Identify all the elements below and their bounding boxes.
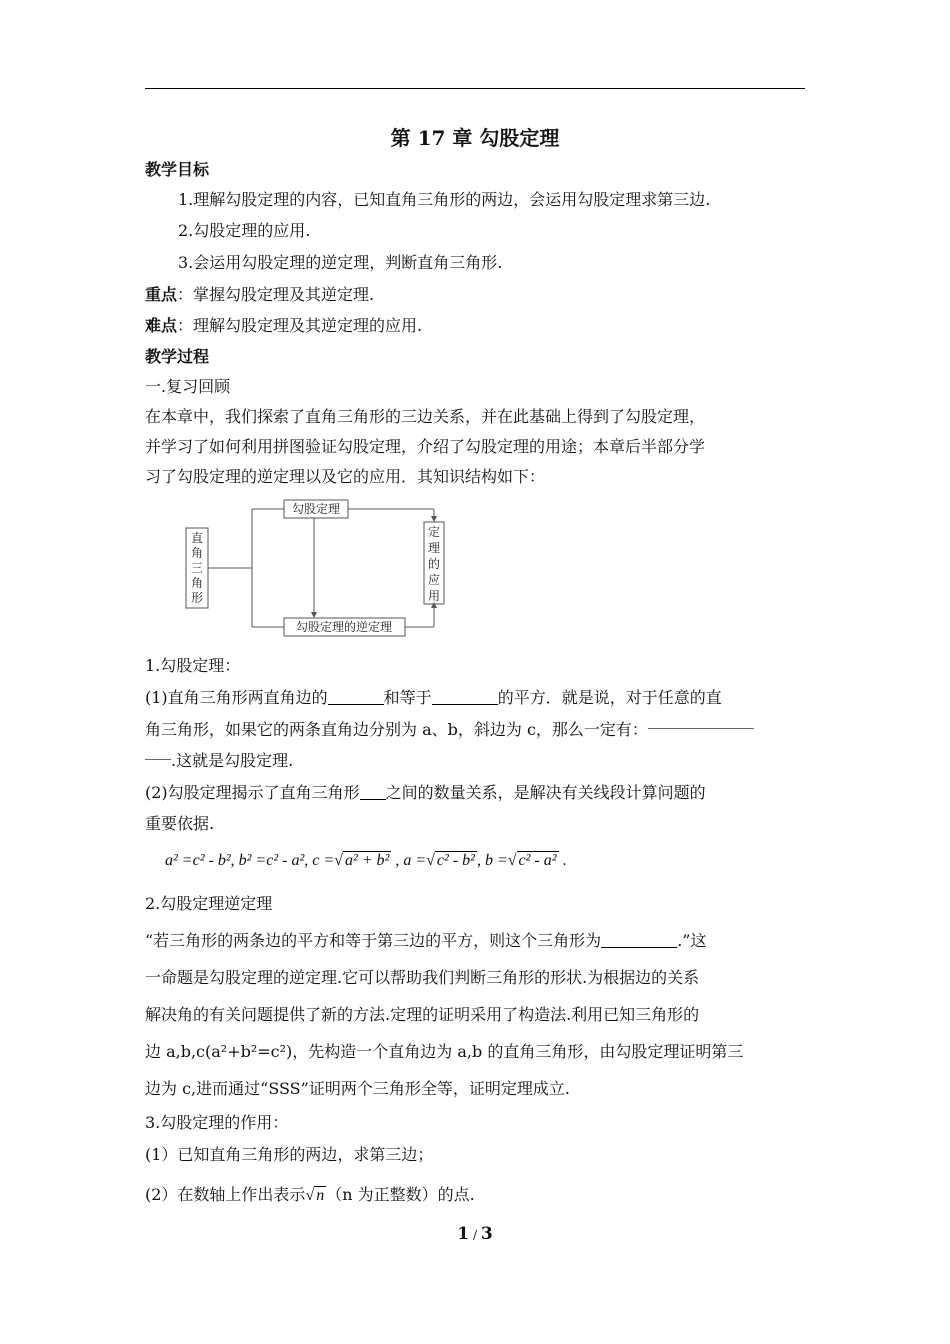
- sqrt-n: n: [316, 1187, 325, 1204]
- blank-triangle-type: [601, 931, 677, 948]
- p1-text-c: 的平方．就是说，对于任意的直: [497, 688, 722, 707]
- section2-line4: 边 a,b,c(a²+b²=c²)，先构造一个直角边为 a,b 的直角三角形，由勾股定理证明第三: [145, 1042, 744, 1061]
- formula-5-radicand: c² - a²: [518, 852, 557, 869]
- goal-item-1: 1.理解勾股定理的内容，已知直角三角形的两边，会运用勾股定理求第三边.: [178, 190, 711, 209]
- p2-text-b: 之间的数量关系，是解决有关线段计算问题的: [385, 783, 706, 802]
- blank-formula-cont: [145, 759, 171, 760]
- section1-p2-line1: [145, 781, 810, 805]
- page-title: 第 17 章 勾股定理: [390, 126, 560, 150]
- p1-text-b: 和等于: [383, 688, 432, 707]
- intro-line-3: 习了勾股定理的逆定理以及它的应用．其知识结构如下：: [145, 467, 546, 486]
- goal-item-2: 2.勾股定理的应用.: [178, 221, 311, 240]
- section1-heading: 1.勾股定理：: [145, 656, 241, 675]
- formula-2: b² =c² - a²: [238, 852, 305, 869]
- diagram-left-char-4: 角: [190, 576, 204, 590]
- section2-heading: 2.勾股定理逆定理: [145, 894, 273, 913]
- blank-hypotenuse: [432, 688, 498, 705]
- formula-5-lhs: b =: [484, 852, 508, 869]
- diagram-left-char-3: 三: [190, 561, 204, 575]
- blank-sides: [360, 783, 386, 800]
- section3-item-1: (1）已知直角三角形的两边，求第三边；: [145, 1145, 434, 1164]
- key-point-label: 重点: [145, 285, 178, 304]
- blank-formula: [648, 728, 754, 729]
- diagram-left-char-1: 直: [190, 531, 204, 545]
- s2-text-a: “若三角形的两条边的平方和等于第三边的平方，则这个三角形为: [145, 931, 602, 950]
- diagram-right-char-2: 理: [427, 541, 441, 555]
- section1-p1-line1: [145, 686, 810, 710]
- section2-line5: 边为 c,进而通过“SSS”证明两个三角形全等，证明定理成立.: [145, 1079, 570, 1098]
- difficulty: [145, 314, 810, 338]
- diagram-left-char-2: 角: [190, 546, 204, 560]
- blank-legs: [328, 688, 384, 705]
- formula-3-lhs: c =: [312, 852, 335, 869]
- process-heading: 教学过程: [145, 347, 210, 366]
- section1-p1-line2: [145, 718, 810, 742]
- difficulty-text: ：理解勾股定理及其逆定理的应用.: [177, 316, 423, 335]
- key-point: [145, 283, 810, 307]
- diagram-right-char-5: 用: [427, 589, 441, 603]
- formula-1: a² =c² - b²: [165, 852, 231, 869]
- formula-4-radicand: c² - b²: [436, 852, 475, 869]
- diagram-top-label: 勾股定理: [291, 502, 341, 516]
- page-separator: /: [472, 1228, 478, 1242]
- goals-heading: 教学目标: [145, 160, 210, 179]
- section1-p2-line2: 重要依据.: [145, 814, 215, 833]
- section2-line1: [145, 929, 810, 953]
- p1-text-a: (1)直角三角形两直角边的: [145, 688, 328, 707]
- p1-text-line3: .这就是勾股定理.: [171, 751, 294, 770]
- section3-heading: 3.勾股定理的作用：: [145, 1113, 289, 1132]
- page-number: [145, 1224, 805, 1244]
- diagram-right-char-1: 定: [427, 525, 441, 539]
- intro-line-1: 在本章中，我们探索了直角三角形的三边关系，并在此基础上得到了勾股定理，: [145, 407, 706, 426]
- page-total: 3: [480, 1224, 493, 1244]
- diagram-right-char-4: 应: [427, 573, 441, 587]
- diagram-right-char-3: 的: [427, 557, 441, 571]
- formula-4-lhs: a =: [403, 852, 427, 869]
- section2-line3: 解决角的有关问题提供了新的方法.定理的证明采用了构造法.利用已知三角形的: [145, 1005, 700, 1024]
- section2-line2: 一命题是勾股定理的逆定理.它可以帮助我们判断三角形的形状.为根据边的关系: [145, 968, 700, 987]
- diagram-left-char-5: 形: [190, 591, 204, 605]
- knowledge-structure-diagram: [180, 498, 450, 640]
- s2-text-b: .”这: [677, 931, 707, 950]
- p2-text-a: (2)勾股定理揭示了直角三角形: [145, 783, 360, 802]
- intro-line-2: 并学习了如何利用拼图验证勾股定理，介绍了勾股定理的用途；本章后半部分学: [145, 437, 706, 456]
- page-current: 1: [457, 1224, 470, 1244]
- diagram-bottom-label: 勾股定理的逆定理: [295, 620, 393, 634]
- s3-text-a: (2）在数轴上作出表示: [145, 1185, 306, 1204]
- section1-p1-line3: [145, 749, 810, 773]
- formula-3-radicand: a² + b²: [344, 852, 390, 869]
- key-point-text: ：掌握勾股定理及其逆定理.: [177, 285, 375, 304]
- goal-item-3: 3.会运用勾股定理的逆定理，判断直角三角形.: [178, 253, 503, 272]
- difficulty-label: 难点: [145, 316, 178, 335]
- section3-item-2: (2）在数轴上作出表示√ n （n 为正整数）的点.: [145, 1185, 475, 1204]
- s3-text-b: （n 为正整数）的点.: [326, 1185, 475, 1204]
- p1-text-line2: 角三角形，如果它的两条直角边分别为 a、b，斜边为 c，那么一定有：: [145, 720, 648, 739]
- header-rule: [145, 88, 805, 89]
- formula-row: a² =c² - b², b² =c² - a², c =√ a² + b² , a =√ c² - b² , b =√ c² - a² .: [165, 852, 567, 869]
- review-heading: 一.复习回顾: [145, 377, 231, 396]
